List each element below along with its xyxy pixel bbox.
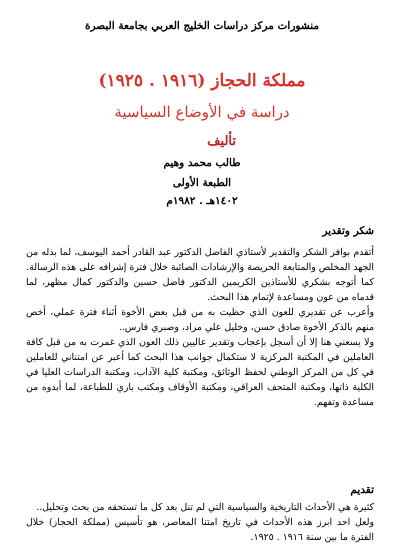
paragraph: وأعرب عن تقديري للعون الذي حظيت به من قبل بعض الأخوة أثناء فترة عملي، أخص منهم بالذكر الأخوة صادق حسن، وخليل علي مراد، وصبري فارس.. bbox=[26, 307, 374, 333]
publication-date: ١٤٠٢هـ . ١٩٨٢م bbox=[166, 195, 238, 207]
publisher-line: منشورات مركز دراسات الخليج العربي بجامعة البصرة bbox=[84, 20, 319, 32]
introduction-body bbox=[26, 500, 374, 545]
book-title: مملكة الحجاز (١٩١٦ . ١٩٢٥) bbox=[98, 71, 306, 91]
author-label: تأليف bbox=[207, 134, 236, 149]
book-subtitle: دراسة في الأوضاع السياسية bbox=[114, 103, 290, 121]
acknowledgement-heading: شكر وتقدير bbox=[322, 225, 374, 237]
paragraph: ولا يسعني هنا إلا أن أسجل بإعجاب وتقدير عاليين ذلك العون الذي غمرت به من قبل كافة العاملين في المكتبة المركزية لا ستكمال جوانب هذا البحث كما أعبر عن امتناني للعاملين في كل من المركز الوطني لحفظ الوثائق، ومكتبة كلية الآداب، ومكتبة الدراسات العليا في الكلية ذاتها، ومكتبة المتحف العراقي، ومكتبة الأوقاف ومكتب باري للطباعة، لما أبدوه من مساعدة وتفهم. bbox=[26, 337, 374, 408]
acknowledgement-body bbox=[26, 245, 374, 410]
author-name: طالب محمد وهيم bbox=[163, 157, 241, 169]
paragraph: كثيرة هي الأحداث التاريخية والسياسية التي لم تنل بعد كل ما تستحقه من بحث وتحليل.. bbox=[36, 502, 374, 513]
introduction-heading: تقديم bbox=[350, 484, 374, 496]
paragraph: أتقدم بوافر الشكر والتقدير لأستاذي الفاضل الدكتور عبد القادر أحمد اليوسف، لما بذله من الجهد المخلص والمتابعة الحريصة والإرشادات الصائبة خلال فترة إشرافه على هذه الرسالة. bbox=[26, 247, 374, 273]
paragraph: كما أتوجه بشكري للأستاذين الكريمين الدكتور فاضل حسين والدكتور كمال مظهر، لما قدماه من عون ومساعدة لإتمام هذا البحث. bbox=[26, 277, 374, 303]
edition-label: الطبعة الأولى bbox=[172, 177, 232, 189]
paragraph: ولعل احد ابرز هذه الأحداث في تاريخ امتنا المعاصر، هو تأسيس (مملكة الحجاز) خلال الفترة ما بين سنة ١٩١٦ . ١٩٢٥. bbox=[26, 517, 374, 543]
